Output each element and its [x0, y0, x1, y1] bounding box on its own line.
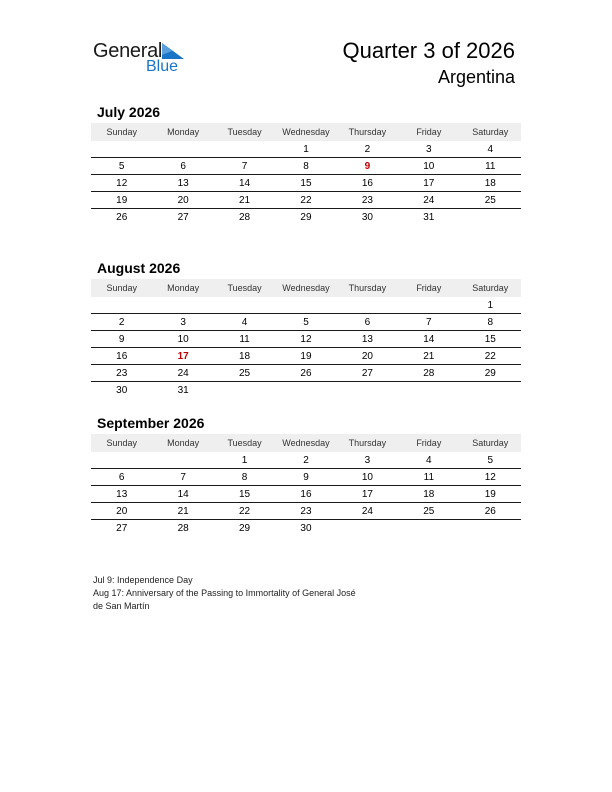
- day-cell: 24: [337, 503, 398, 520]
- day-cell: 25: [460, 192, 521, 209]
- logo-blue-text: Blue: [146, 58, 179, 75]
- day-cell: 7: [398, 314, 459, 331]
- day-cell: 8: [214, 469, 275, 486]
- weekday-header-row: [91, 123, 521, 141]
- day-cell: 25: [214, 365, 275, 382]
- day-cell: 19: [460, 486, 521, 503]
- day-cell: [152, 297, 213, 314]
- day-cell: [337, 520, 398, 537]
- day-cell: [91, 452, 152, 469]
- day-cell: [214, 297, 275, 314]
- country-name: Argentina: [437, 67, 515, 87]
- weekday-header: Monday: [152, 123, 213, 141]
- month-title-july: July 2026: [97, 104, 161, 120]
- logo-general-text: General: [93, 40, 163, 62]
- day-cell: 12: [275, 331, 336, 348]
- day-cell: 25: [398, 503, 459, 520]
- day-cell: 10: [337, 469, 398, 486]
- holiday-notes: [93, 574, 403, 613]
- day-cell: 31: [423, 211, 435, 223]
- day-cell: 20: [337, 348, 398, 365]
- day-cell: 29: [238, 522, 251, 534]
- week-row: [91, 209, 521, 226]
- day-cell: 27: [177, 211, 189, 223]
- day-cell: 15: [275, 175, 336, 192]
- day-cell: [460, 382, 521, 399]
- day-cell: 8: [275, 158, 336, 175]
- day-cell: 1: [460, 297, 521, 314]
- weekday-header: Sunday: [91, 434, 152, 452]
- day-cell: [91, 297, 152, 314]
- page-title: Quarter 3 of 2026: [342, 38, 515, 63]
- day-cell: 9: [91, 331, 152, 348]
- holiday-day-cell: 9: [337, 158, 398, 175]
- day-cell: 16: [91, 348, 152, 365]
- day-cell: 11: [214, 331, 275, 348]
- week-row: [91, 382, 521, 399]
- holiday-note: de San Martín: [93, 601, 150, 611]
- day-cell: 23: [337, 192, 398, 209]
- day-cell: 24: [398, 192, 459, 209]
- general-blue-logo: [93, 40, 193, 80]
- day-cell: 22: [214, 503, 275, 520]
- day-cell: 15: [460, 331, 521, 348]
- day-cell: [152, 452, 213, 469]
- week-row: [91, 141, 521, 158]
- day-cell: 2: [275, 452, 336, 469]
- day-cell: 10: [398, 158, 459, 175]
- day-cell: 1: [214, 452, 275, 469]
- day-cell: 27: [116, 522, 128, 534]
- week-row: [91, 503, 521, 520]
- day-cell: 31: [177, 384, 189, 396]
- day-cell: 6: [337, 314, 398, 331]
- week-row: [91, 297, 521, 314]
- day-cell: 3: [337, 452, 398, 469]
- weekday-header: Friday: [398, 434, 459, 452]
- day-cell: 14: [214, 175, 275, 192]
- day-cell: 13: [91, 486, 152, 503]
- day-cell: 17: [398, 175, 459, 192]
- weekday-header: Tuesday: [214, 123, 275, 141]
- day-cell: 28: [177, 522, 189, 534]
- day-cell: 17: [337, 486, 398, 503]
- weekday-header: Monday: [152, 279, 213, 297]
- weekday-header: Sunday: [91, 279, 152, 297]
- day-cell: 5: [275, 314, 336, 331]
- day-cell: 23: [91, 365, 152, 382]
- day-cell: 13: [152, 175, 213, 192]
- holiday-day-cell: 17: [152, 348, 213, 365]
- day-cell: [275, 382, 336, 399]
- day-cell: 2: [91, 314, 152, 331]
- day-cell: 29: [300, 211, 312, 223]
- weekday-header: Wednesday: [275, 279, 336, 297]
- day-cell: [91, 141, 152, 158]
- weekday-header: Monday: [152, 434, 213, 452]
- calendar-august: [91, 279, 521, 398]
- day-cell: 21: [214, 192, 275, 209]
- day-cell: 6: [152, 158, 213, 175]
- holiday-note: Aug 17: Anniversary of the Passing to Immortality of General José: [93, 588, 356, 598]
- day-cell: 26: [275, 365, 336, 382]
- week-row: [91, 486, 521, 503]
- day-cell: [398, 520, 459, 537]
- day-cell: 7: [214, 158, 275, 175]
- day-cell: 20: [91, 503, 152, 520]
- weekday-header: Thursday: [337, 279, 398, 297]
- day-cell: 2: [337, 141, 398, 158]
- day-cell: 11: [398, 469, 459, 486]
- day-cell: [398, 297, 459, 314]
- day-cell: 9: [275, 469, 336, 486]
- day-cell: 8: [460, 314, 521, 331]
- weekday-header: Thursday: [337, 123, 398, 141]
- day-cell: 7: [152, 469, 213, 486]
- day-cell: 28: [398, 365, 459, 382]
- week-row: [91, 314, 521, 331]
- day-cell: 23: [275, 503, 336, 520]
- week-row: [91, 158, 521, 175]
- weekday-header-row: [91, 434, 521, 452]
- day-cell: 12: [91, 175, 152, 192]
- week-row: [91, 348, 521, 365]
- day-cell: 14: [398, 331, 459, 348]
- day-cell: [152, 141, 213, 158]
- day-cell: [398, 382, 459, 399]
- weekday-header: Friday: [398, 279, 459, 297]
- weekday-header: Tuesday: [214, 279, 275, 297]
- day-cell: 30: [300, 522, 312, 534]
- day-cell: 15: [214, 486, 275, 503]
- week-row: [91, 469, 521, 486]
- day-cell: 13: [337, 331, 398, 348]
- day-cell: 6: [91, 469, 152, 486]
- weekday-header: Saturday: [460, 434, 521, 452]
- day-cell: 3: [398, 141, 459, 158]
- calendar-september: [91, 434, 521, 536]
- day-cell: 18: [214, 348, 275, 365]
- calendar-july: [91, 123, 521, 225]
- weekday-header: Thursday: [337, 434, 398, 452]
- day-cell: [275, 297, 336, 314]
- day-cell: 21: [398, 348, 459, 365]
- day-cell: 18: [460, 175, 521, 192]
- day-cell: 14: [152, 486, 213, 503]
- day-cell: [214, 382, 275, 399]
- day-cell: 10: [152, 331, 213, 348]
- day-cell: 30: [116, 384, 128, 396]
- day-cell: 16: [337, 175, 398, 192]
- weekday-header: Saturday: [460, 279, 521, 297]
- month-title-august: August 2026: [97, 260, 181, 276]
- day-cell: 4: [398, 452, 459, 469]
- week-row: [91, 192, 521, 209]
- week-row: [91, 520, 521, 537]
- day-cell: 5: [91, 158, 152, 175]
- holiday-note: Jul 9: Independence Day: [93, 575, 193, 585]
- weekday-header: Wednesday: [275, 123, 336, 141]
- day-cell: 18: [398, 486, 459, 503]
- day-cell: [460, 209, 521, 226]
- logo-flag-icon: [162, 43, 184, 59]
- day-cell: 20: [152, 192, 213, 209]
- day-cell: 19: [275, 348, 336, 365]
- day-cell: 30: [361, 211, 373, 223]
- day-cell: 27: [337, 365, 398, 382]
- day-cell: 5: [460, 452, 521, 469]
- weekday-header: Tuesday: [214, 434, 275, 452]
- day-cell: [337, 297, 398, 314]
- day-cell: 22: [275, 192, 336, 209]
- day-cell: 24: [152, 365, 213, 382]
- day-cell: 28: [238, 211, 251, 223]
- day-cell: [337, 382, 398, 399]
- day-cell: 16: [275, 486, 336, 503]
- day-cell: 11: [460, 158, 521, 175]
- week-row: [91, 452, 521, 469]
- day-cell: 1: [275, 141, 336, 158]
- weekday-header: Saturday: [460, 123, 521, 141]
- day-cell: 3: [152, 314, 213, 331]
- day-cell: 26: [116, 211, 128, 223]
- month-title-september: September 2026: [97, 415, 205, 431]
- day-cell: 19: [91, 192, 152, 209]
- day-cell: 4: [214, 314, 275, 331]
- day-cell: [460, 520, 521, 537]
- day-cell: 29: [460, 365, 521, 382]
- day-cell: [214, 141, 275, 158]
- weekday-header-row: [91, 279, 521, 297]
- day-cell: 12: [460, 469, 521, 486]
- weekday-header: Sunday: [91, 123, 152, 141]
- day-cell: 22: [460, 348, 521, 365]
- day-cell: 4: [460, 141, 521, 158]
- week-row: [91, 331, 521, 348]
- week-row: [91, 365, 521, 382]
- weekday-header: Wednesday: [275, 434, 336, 452]
- day-cell: 21: [152, 503, 213, 520]
- day-cell: 26: [460, 503, 521, 520]
- weekday-header: Friday: [398, 123, 459, 141]
- week-row: [91, 175, 521, 192]
